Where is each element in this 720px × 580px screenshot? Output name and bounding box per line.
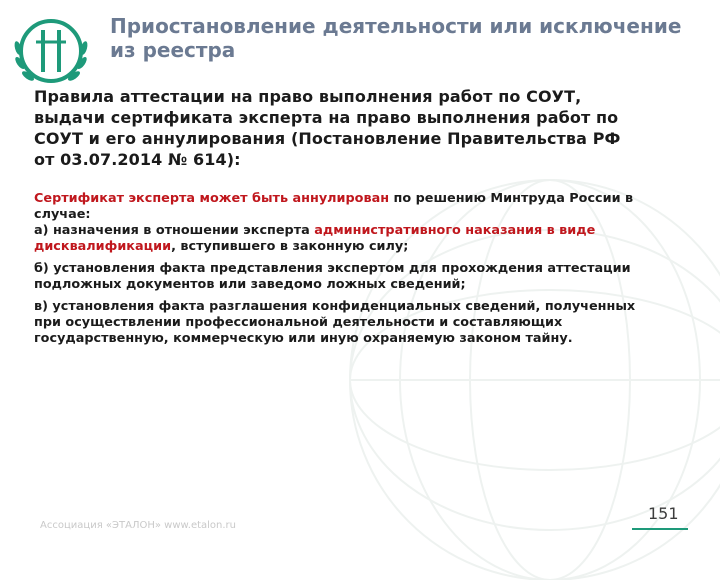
paragraph-line: б) установления факта представления экспертом для прохождения аттестации	[34, 261, 631, 276]
heading-line-4: от 03.07.2014 № 614):	[34, 150, 241, 169]
heading-line-3: СОУТ и его аннулирования (Постановление Правительства РФ	[34, 129, 621, 148]
heading-line-2: выдачи сертификата эксперта на право выполнения работ по	[34, 108, 619, 127]
paragraph-line	[34, 239, 698, 255]
footer-association: Ассоциация «ЭТАЛОН» www.etalon.ru	[40, 520, 237, 531]
title-line-2: из реестра	[110, 38, 236, 62]
paragraph-confidential-disclosure	[34, 299, 698, 347]
highlight-text: административного наказания в виде	[314, 223, 596, 238]
paragraph-line: в) установления факта разглашения конфиденциальных сведений, полученных	[34, 299, 636, 314]
paragraph-line	[34, 191, 698, 207]
paragraph-line: при осуществлении профессиональной деятельности и составляющих	[34, 315, 563, 330]
body-text	[34, 191, 698, 353]
body-text-span: , вступившего в законную силу;	[171, 239, 409, 254]
paragraph-false-documents	[34, 261, 698, 293]
heading-line-1: Правила аттестации на право выполнения работ по СОУТ,	[34, 87, 582, 106]
body-text-span: а) назначения в отношении эксперта	[34, 223, 315, 238]
highlight-text: Сертификат эксперта может быть аннулирован	[34, 191, 390, 206]
paragraph-line: подложных документов или заведомо ложных сведений;	[34, 277, 466, 292]
page-number-underline	[632, 528, 688, 530]
paragraph-line: случае:	[34, 207, 91, 222]
rules-heading	[34, 86, 698, 170]
slide-title	[110, 14, 710, 62]
highlight-text: дисквалификации	[34, 239, 172, 254]
page-number: 151	[648, 504, 679, 523]
paragraph-annulment	[34, 191, 698, 255]
title-line-1: Приостановление деятельности или исключение	[110, 14, 682, 38]
paragraph-line	[34, 223, 698, 239]
etalon-logo	[8, 8, 94, 94]
paragraph-line: государственную, коммерческую или иную охраняемую законом тайну.	[34, 331, 573, 346]
body-text-span: по решению Минтруда России в	[389, 191, 634, 206]
